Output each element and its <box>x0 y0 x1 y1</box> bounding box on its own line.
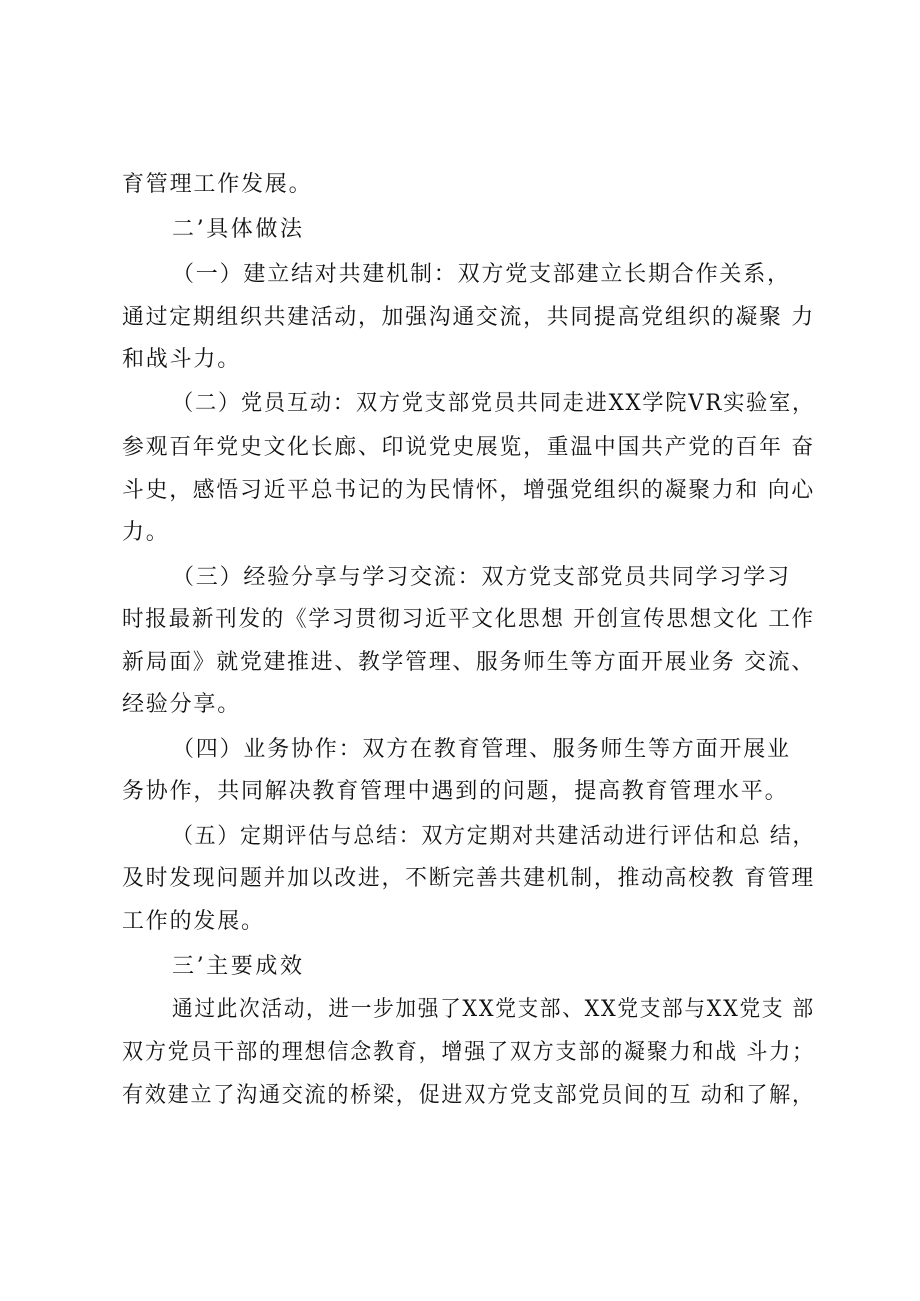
paragraph-start-line: 通过此次活动，进一步加强了XX党支部、XX党支部与XX党支 部 <box>172 997 815 1022</box>
text-line: 参观百年党史文化长廊、印说党史展览，重温中国共产党的百年 奋 <box>122 435 815 460</box>
paragraph-start-line: （一）建立结对共建机制：双方党支部建立长期合作关系， <box>172 262 791 287</box>
section-heading: 二’具体做法 <box>172 217 305 242</box>
text-line: 新局面》就党建推进、教学管理、服务师生等方面开展业务 交流、 <box>122 650 815 675</box>
text-line: 斗史，感悟习近平总书记的为民情怀，增强党组织的凝聚力和 向心 <box>122 478 815 503</box>
text-line: 务协作，共同解决教育管理中遇到的问题，提高教育管理水平。 <box>122 779 789 804</box>
text-line: 及时发现问题并加以改进，不断完善共建机制，推动高校教 育管理 <box>122 866 815 891</box>
section-heading: 三’主要成效 <box>172 954 305 979</box>
text-line: 和战斗力。 <box>122 347 242 372</box>
paragraph-start-line: （五）定期评估与总结：双方定期对共建活动进行评估和总 结， <box>172 824 816 849</box>
paragraph-start-line: （二）党员互动：双方党支部党员共同走进XX学院VR实验室， <box>172 391 815 416</box>
paragraph-start-line: （三）经验分享与学习交流：双方党支部党员共同学习学习 <box>172 565 791 590</box>
text-line: 时报最新刊发的《学习贯彻习近平文化思想 开创宣传思想文化 工作 <box>122 607 815 632</box>
text-line: 通过定期组织共建活动，加强沟通交流，共同提高党组织的凝聚 力 <box>122 305 815 330</box>
paragraph-start-line: （四）业务协作：双方在教育管理、服务师生等方面开展业 <box>172 737 791 762</box>
text-line: 育管理工作发展。 <box>122 172 313 197</box>
text-line: 经验分享。 <box>122 692 242 717</box>
text-line: 有效建立了沟通交流的桥梁，促进双方党支部党员间的互 动和了解， <box>122 1083 815 1108</box>
text-line: 双方党员干部的理想信念教育，增强了双方支部的凝聚力和战 斗力； <box>122 1040 815 1065</box>
text-line: 工作的发展。 <box>122 909 265 934</box>
text-line: 力。 <box>122 520 170 545</box>
